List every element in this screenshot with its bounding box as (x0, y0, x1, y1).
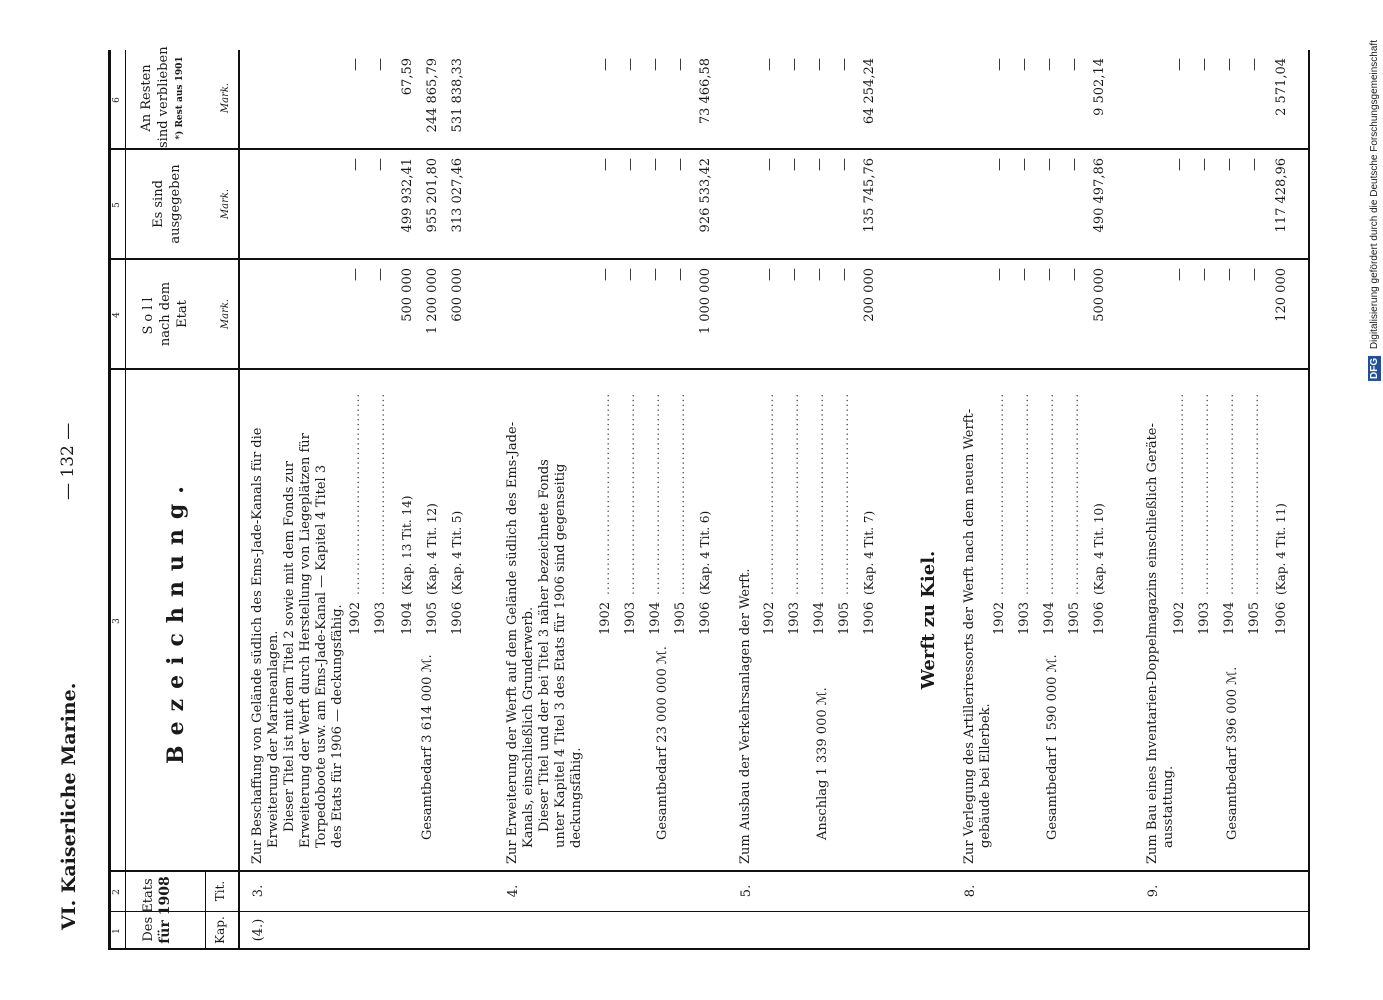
leader-dots: .......................................... (837, 392, 851, 595)
col6-unit: Mark. (220, 82, 231, 114)
entry-kap: (4.) (251, 918, 266, 942)
entry-text: Zum Bau eines Inventarien-Doppelmagazins einschließlich Geräte- ausstattung. (1145, 423, 1176, 864)
leader-dots: .......................................... (348, 392, 362, 595)
row-ref: (Kap. 13 Tit. 14) (400, 495, 414, 595)
col-line-2 (108, 870, 1310, 872)
col4-header-line1: Soll (141, 293, 156, 335)
soll-value: 120 000 (1274, 268, 1289, 322)
document-page: VI. Kaiserliche Marine. — 132 — 1 2 3 4 5 6 Des Etats für 1908 Kap. Tit. Bezeichnung. Soll nach dem Etat Mark. Es sind ausgegeben Mark. An Resten sind verblieben *) Rest aus 1901 Mark. (4.) 3. Zur Beschaffung von Gelände südlich des Ems-Jade-Kanals für die Erweiterung der Marineanlagen. Dieser Titel ist mit dem Titel 2 sowie mit dem Fonds zur Erweiterung der Werft durch Herstellung von Liegeplätzen für Torpedoboote usw. am Ems-Jade-Kanal — Kapitel 4 Titel 3 des Etats für 1906 — deckungsfähig. Gesamtbedarf 3 614 000 ℳ. 1902 .......................................... — — — 1903 .......................................... — — — 1904 (Kap. 13 Tit. 14) 500 000 499 932,41 67,59 1905 (Kap. 4 Tit. 12) 1 200 000 955 201,80 244 865,79 1906 (Kap. 4 Tit. 5) 600 000 313 027,46 531 838,33 4. Zur Erweiterung der Werft auf dem Gelände südlich des Ems-Jade- Kanals, einschließlich Grunderwerb. Dieser Titel und der bei Titel 3 näher bezeichnete Fonds unter Kapitel 4 Titel 3 des Etats für 1906 sind gegenseitig deckungsfähig. Gesamtbedarf 23 000 000 ℳ. 1902 .......................................... — — — 1903 .......................................... — — — 1904 .......................................... — — — 1905 .......................................... — — — 1906 (Kap. 4 Tit. 6) 1 000 000 926 533,42 73 466,58 5. Zum Ausbau der Verkehrsanlagen der Werft. Anschlag 1 339 000 ℳ. 1902 .......................................... — — — 1903 .......................................... — — — 1904 .......................................... — — — 1905 .......................................... — — — 1906 (Kap. 4 Tit. 7) 200 000 135 745,76 64 254,24 Werft zu Kiel. 8. Zur Verlegung des Artilleriressorts der Werft nach dem neuen Werft- gebäude bei Ellerbek. Gesamtbedarf 1 590 000 ℳ. 1902 .......................................... — — — 1903 .......................................... — — — 1904 .......................................... — — — 1905 .......................................... — — — 1906 (Kap. 4 Tit. 10) 500 000 490 497,86 9 502,14 9. Zum Bau eines Inventarien-Doppelmagazins einschließlich Geräte- ausstattung. Gesamtbedarf 396 000 ℳ. 1902 .......................................... — — — 1903 .......................................... — — — 1904 .......................................... — — — 1905 .......................................... — — — 1906 (Kap. 4 Tit. 11) 120 000 117 428,96 2 571,04 (0, 0, 1383, 1000)
row-year: 1906 (862, 601, 877, 635)
row-year: 1905 (837, 601, 852, 635)
colnum-rule (125, 50, 126, 950)
row-year: 1906 (698, 601, 713, 635)
rest-value: 73 466,58 (698, 58, 713, 125)
credit-text: Digitalisierung gefördert durch die Deutsche Forschungsgemeinschaft (1369, 40, 1380, 350)
row-year: 1906 (1092, 601, 1107, 635)
row-year: 1904 (648, 601, 663, 635)
row-year: 1903 (1017, 601, 1032, 635)
col-line-5 (108, 148, 1310, 150)
row-year: 1906 (450, 601, 465, 635)
row-year: 1904 (400, 601, 415, 635)
row-year: 1904 (1042, 601, 1057, 635)
header-bottom-rule (238, 50, 240, 950)
row-ref: (Kap. 4 Tit. 12) (425, 503, 439, 595)
entry-text: Zur Erweiterung der Werft auf dem Gelände südlich des Ems-Jade- Kanals, einschließlich Grunderwerb. Dieser Titel und der bei Titel 3 näher bezeichnete Fonds unter Kapitel 4 Titel 3 des Etats für 1906 sind gegenseitig deckungsfähig. (505, 421, 584, 864)
col4-header (140, 260, 191, 368)
leader-dots: .......................................... (1042, 392, 1056, 595)
col4-header-line3: Etat (175, 300, 190, 328)
section-title: VI. Kaiserliche Marine. (58, 682, 80, 930)
colnum-2: 2 (112, 889, 122, 895)
ausgegeben-value: 135 745,76 (862, 158, 877, 233)
colnum-6: 6 (112, 97, 122, 103)
row-ref: (Kap. 4 Tit. 10) (1092, 503, 1106, 595)
ausgegeben-value: 499 932,41 (400, 158, 415, 233)
row-year: 1902 (348, 601, 363, 635)
row-year: 1902 (762, 601, 777, 635)
row-ref: (Kap. 4 Tit. 6) (698, 510, 712, 595)
col6-header-line2: sind verblieben (156, 46, 171, 148)
ausgegeben-value: 313 027,46 (450, 158, 465, 233)
row-year: 1904 (812, 601, 827, 635)
entry-total: Gesamtbedarf 3 614 000 ℳ. (420, 654, 435, 840)
colnum-5: 5 (112, 202, 122, 208)
row-year: 1902 (598, 601, 613, 635)
colnum-4: 4 (112, 312, 122, 318)
row-year: 1902 (1172, 601, 1187, 635)
row-year: 1905 (425, 601, 440, 635)
entry-tit: 8. (963, 884, 978, 898)
ausgegeben-value: 955 201,80 (425, 158, 440, 233)
col5-unit: Mark. (220, 188, 231, 220)
col-line-0 (108, 948, 1310, 950)
ausgegeben-value: 926 533,42 (698, 158, 713, 233)
entry-tit: 4. (506, 884, 521, 898)
col-line-3 (108, 368, 1310, 370)
entry-tit: 9. (1146, 884, 1161, 898)
row-year: 1905 (673, 601, 688, 635)
entry-tit: 5. (739, 884, 754, 898)
col-line-4 (108, 258, 1310, 260)
rest-value: 2 571,04 (1274, 58, 1289, 116)
col3-header: Bezeichnung. (163, 476, 189, 764)
colnum-1: 1 (112, 928, 122, 934)
leader-dots: .......................................... (762, 392, 776, 595)
leader-dots: .......................................... (598, 392, 612, 595)
entry-text: Zur Beschaffung von Gelände südlich des Ems-Jade-Kanals für die Erweiterung der Marineanlagen. Dieser Titel ist mit dem Titel 2 sowie mit dem Fonds zur Erweiterung der Werft durch Herstellung von Liegeplätzen für Torpedoboote usw. am Ems-Jade-Kanal — Kapitel 4 Titel 3 des Etats für 1906 — deckungsfähig. (250, 427, 345, 864)
col2-sub: Tit. (213, 880, 227, 902)
entry-text: Zum Ausbau der Verkehrsanlagen der Werft. (738, 568, 753, 864)
entry-total: Gesamtbedarf 23 000 000 ℳ. (655, 646, 670, 840)
kap-tit-rule (205, 872, 206, 950)
ausgegeben-value: 490 497,86 (1092, 158, 1107, 233)
leader-dots: .......................................... (992, 392, 1006, 595)
entry-total: Gesamtbedarf 396 000 ℳ. (1225, 666, 1240, 840)
rest-value: 67,59 (400, 58, 415, 96)
row-ref: (Kap. 4 Tit. 7) (862, 510, 876, 595)
table-bottom-rule (1308, 50, 1310, 950)
soll-value: 200 000 (862, 268, 877, 322)
subheading: Werft zu Kiel. (918, 550, 939, 690)
page-number: — 132 — (58, 422, 78, 500)
col12-header-line1: Des Etats (141, 878, 156, 942)
rest-value: 64 254,24 (862, 58, 877, 125)
soll-value: 1 200 000 (425, 268, 440, 335)
digitization-credit (1368, 40, 1381, 381)
soll-value: 500 000 (400, 268, 415, 322)
soll-value: 600 000 (450, 268, 465, 322)
leader-dots: .......................................... (1017, 392, 1031, 595)
row-ref: (Kap. 4 Tit. 5) (450, 510, 464, 595)
row-year: 1902 (992, 601, 1007, 635)
row-ref: (Kap. 4 Tit. 11) (1274, 503, 1288, 595)
entry-tit: 3. (251, 884, 266, 898)
col6-header-line1: An Resten (139, 64, 154, 132)
ausgegeben-value: 117 428,96 (1274, 158, 1289, 233)
leader-dots: .......................................... (648, 392, 662, 595)
leader-dots: .......................................... (787, 392, 801, 595)
leader-dots: .......................................... (1247, 392, 1261, 595)
col5-header-line2: ausgegeben (168, 164, 183, 244)
soll-value: 1 000 000 (698, 268, 713, 335)
rest-value: 244 865,79 (425, 58, 440, 133)
entry-total: Gesamtbedarf 1 590 000 ℳ. (1045, 654, 1060, 840)
row-year: 1905 (1067, 601, 1082, 635)
row-year: 1905 (1247, 601, 1262, 635)
rest-value: 9 502,14 (1092, 58, 1107, 116)
col6-header-line3: *) Rest aus 1901 (175, 56, 185, 140)
table-top-rule (108, 50, 111, 950)
leader-dots: .......................................... (1222, 392, 1236, 595)
leader-dots: .......................................... (1172, 392, 1186, 595)
rest-value: 531 838,33 (450, 58, 465, 133)
row-year: 1903 (1197, 601, 1212, 635)
colnum-3: 3 (112, 618, 122, 624)
col12-header (140, 872, 174, 948)
col12-header-line2: für 1908 (157, 876, 173, 944)
row-year: 1903 (623, 601, 638, 635)
col1-sub: Kap. (213, 916, 227, 944)
col6-header (138, 48, 189, 148)
leader-dots: .......................................... (812, 392, 826, 595)
col4-unit: Mark. (220, 298, 231, 330)
row-year: 1904 (1222, 601, 1237, 635)
col-line-1 (108, 911, 1310, 912)
col5-header (150, 150, 184, 258)
leader-dots: .......................................... (1197, 392, 1211, 595)
row-year: 1903 (373, 601, 388, 635)
entry-total: Anschlag 1 339 000 ℳ. (815, 687, 830, 840)
col5-header-line1: Es sind (151, 180, 166, 228)
row-year: 1906 (1274, 601, 1289, 635)
row-year: 1903 (787, 601, 802, 635)
leader-dots: .......................................... (623, 392, 637, 595)
leader-dots: .......................................... (373, 392, 387, 595)
leader-dots: .......................................... (1067, 392, 1081, 595)
col4-header-line2: nach dem (158, 281, 173, 347)
leader-dots: .......................................... (673, 392, 687, 595)
soll-value: 500 000 (1092, 268, 1107, 322)
dfg-logo: DFG (1369, 357, 1380, 379)
entry-text: Zur Verlegung des Artilleriressorts der Werft nach dem neuen Werft- gebäude bei Ellerbek. (962, 408, 993, 864)
